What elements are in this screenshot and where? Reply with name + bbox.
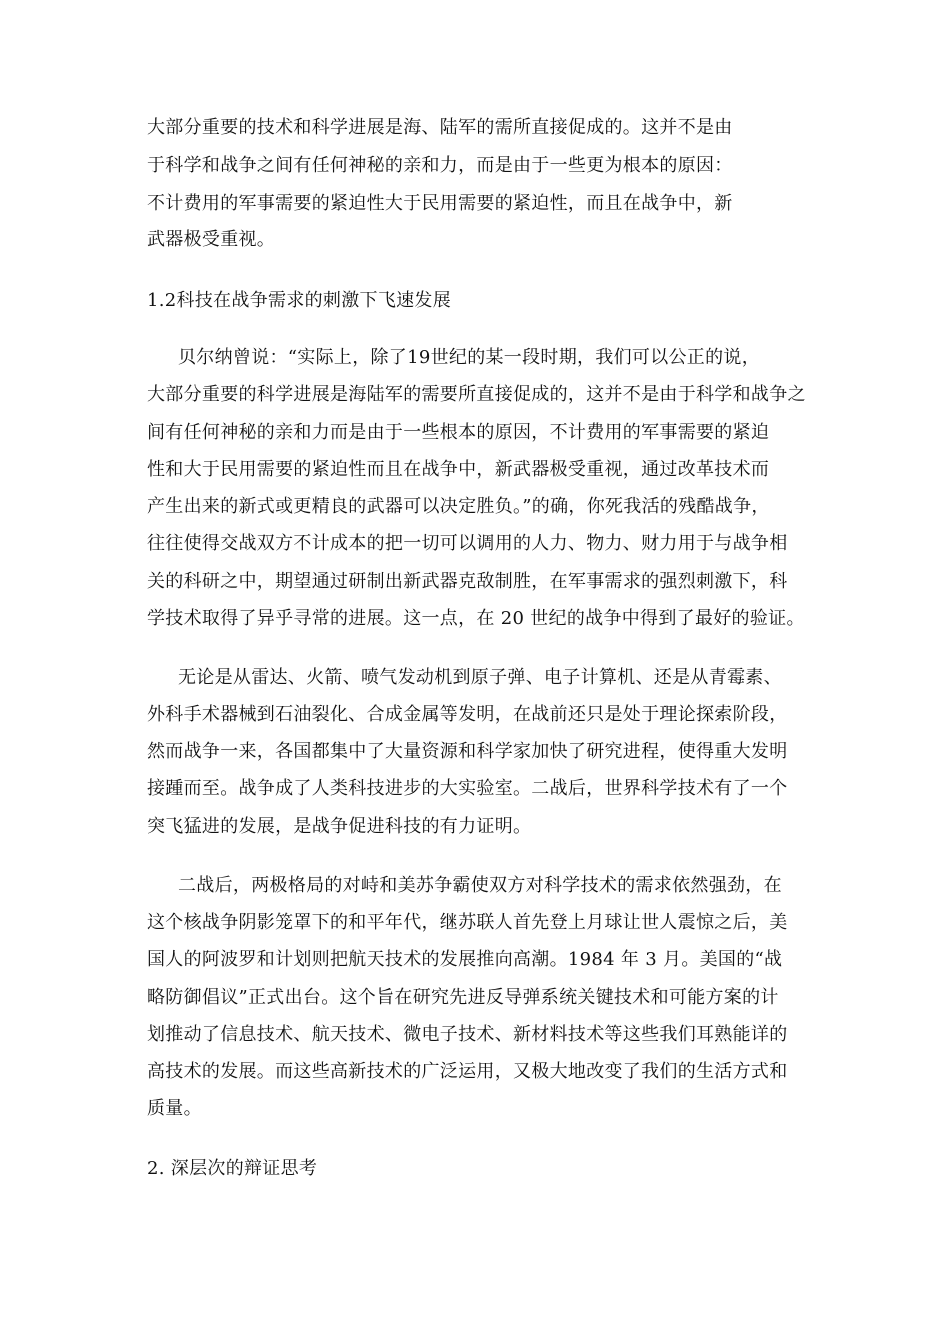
paragraph-2-line-5: 产生出来的新式或更精良的武器可以决定胜负。”的确，你死我活的残酷战争，	[147, 496, 770, 517]
paragraph-2-line-8: 学技术取得了异乎寻常的进展。这一点，在 20 世纪的战争中得到了最好的验证。	[147, 608, 805, 629]
paragraph-1-line-3: 不计费用的军事需要的紧迫性大于民用需要的紧迫性，而且在战争中，新	[147, 193, 733, 214]
paragraph-4-line-5: 划推动了信息技术、航天技术、微电子技术、新材料技术等这些我们耳熟能详的	[147, 1024, 788, 1045]
paragraph-2-line-3: 间有任何神秘的亲和力而是由于一些根本的原因，不计费用的军事需要的紧迫	[147, 422, 770, 443]
paragraph-2-line-1: 贝尔纳曾说：“实际上，除了19世纪的某一段时期，我们可以公正的说，	[178, 347, 761, 368]
paragraph-4-line-6: 高技术的发展。而这些高新技术的广泛运用，又极大地改变了我们的生活方式和	[147, 1061, 788, 1082]
paragraph-2-line-7: 关的科研之中，期望通过研制出新武器克敌制胜，在军事需求的强烈刺激下，科	[147, 571, 788, 592]
paragraph-1-line-4: 武器极受重视。	[147, 229, 276, 250]
section-heading-2: 2. 深层次的辩证思考	[147, 1158, 318, 1179]
paragraph-2-line-6: 往往使得交战双方不计成本的把一切可以调用的人力、物力、财力用于与战争相	[147, 533, 788, 554]
paragraph-3-line-5: 突飞猛进的发展，是战争促进科技的有力证明。	[147, 816, 532, 837]
paragraph-4-line-4: 略防御倡议”正式出台。这个旨在研究先进反导弹系统关键技术和可能方案的计	[147, 987, 779, 1008]
paragraph-3-line-4: 接踵而至。战争成了人类科技进步的大实验室。二战后，世界科学技术有了一个	[147, 778, 788, 799]
paragraph-4-line-7: 质量。	[147, 1098, 202, 1119]
paragraph-4-line-3: 国人的阿波罗和计划则把航天技术的发展推向高潮。1984 年 3 月。美国的“战	[147, 949, 783, 970]
paragraph-2-line-4: 性和大于民用需要的紧迫性而且在战争中，新武器极受重视，通过改革技术而	[147, 459, 770, 480]
paragraph-1-line-1: 大部分重要的技术和科学进展是海、陆军的需所直接促成的。这并不是由	[147, 117, 733, 138]
paragraph-2-line-2: 大部分重要的科学进展是海陆军的需要所直接促成的，这并不是由于科学和战争之	[147, 384, 806, 405]
paragraph-3-line-1: 无论是从雷达、火箭、喷气发动机到原子弹、电子计算机、还是从青霉素、	[178, 667, 782, 688]
paragraph-4-line-1: 二战后，两极格局的对峙和美苏争霸使双方对科学技术的需求依然强劲，在	[178, 875, 782, 896]
paragraph-4-line-2: 这个核战争阴影笼罩下的和平年代，继苏联人首先登上月球让世人震惊之后，美	[147, 912, 788, 933]
paragraph-3-line-3: 然而战争一来，各国都集中了大量资源和科学家加快了研究进程，使得重大发明	[147, 741, 788, 762]
paragraph-3-line-2: 外科手术器械到石油裂化、合成金属等发明，在战前还只是处于理论探索阶段，	[147, 704, 788, 725]
paragraph-1-line-2: 于科学和战争之间有任何神秘的亲和力，而是由于一些更为根本的原因：	[147, 155, 733, 176]
section-heading-1-2: 1.2科技在战争需求的刺激下飞速发展	[147, 290, 452, 311]
